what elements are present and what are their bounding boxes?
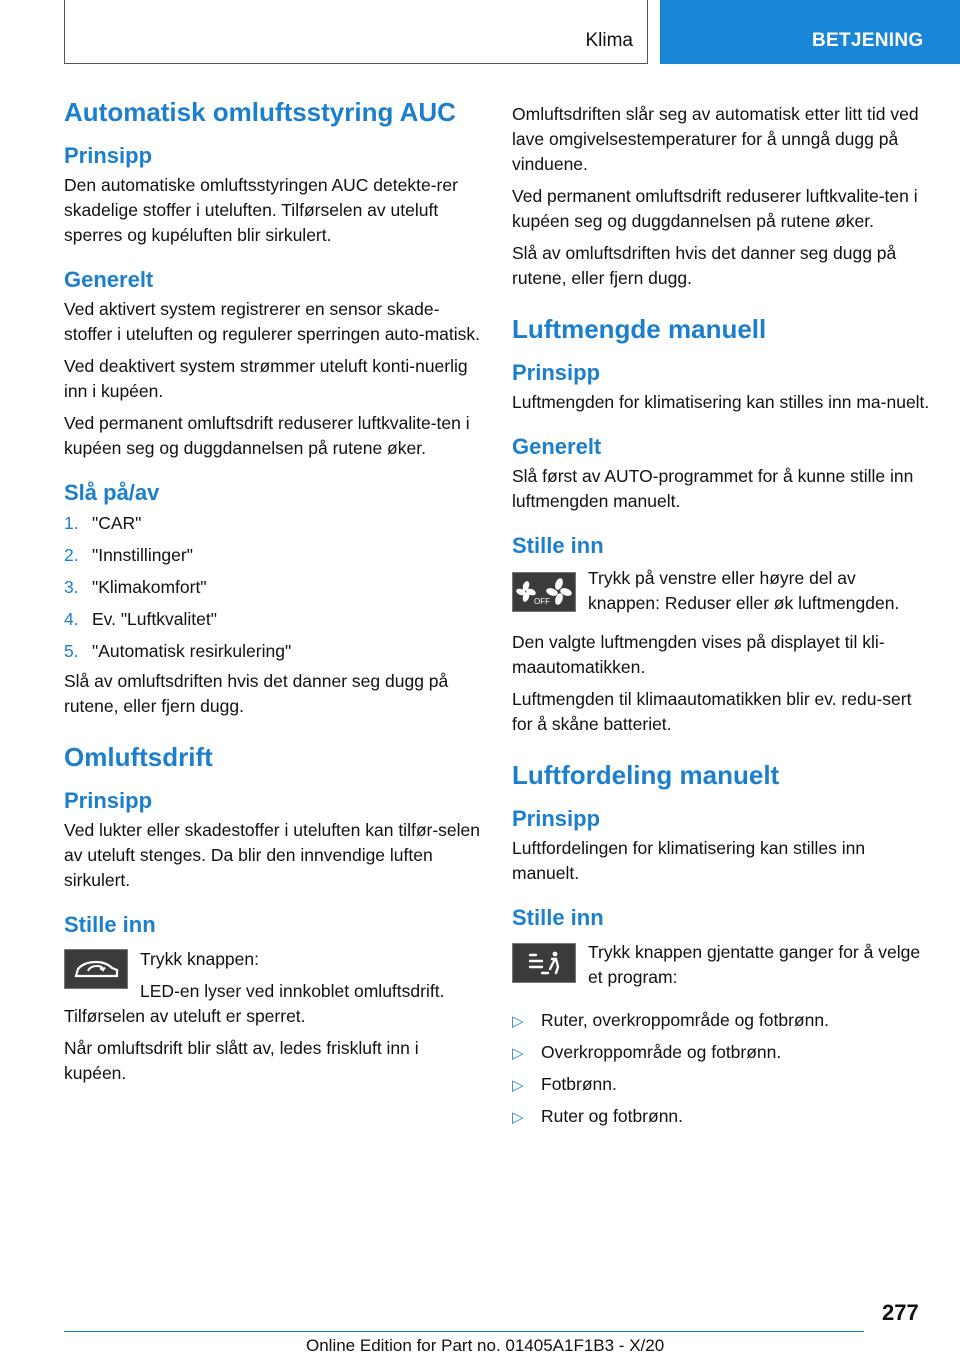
- recirc-button-row: [64, 947, 484, 1004]
- airflow-title: Luftmengde manuell: [512, 314, 767, 344]
- program-text: Fotbrønn.: [541, 1074, 617, 1094]
- distribution-button-row: [512, 940, 932, 990]
- recirc-p2: Når omluftsdrift blir slått av, ledes friskluft inn i kupéen.: [64, 1038, 419, 1083]
- air-distribution-button-icon: [512, 943, 576, 983]
- cont-p2: Ved permanent omluftsdrift reduserer luftkvalite-ten i kupéen seg og duggdannelsen på rutene øker.: [512, 186, 918, 231]
- step-number: 1.: [64, 513, 79, 533]
- step-text: "Automatisk resirkulering": [92, 641, 292, 661]
- step-number: 4.: [64, 609, 79, 629]
- step-text: Ev. "Luftkvalitet": [92, 609, 217, 629]
- recirc-set-heading: Stille inn: [64, 912, 156, 937]
- list-item: [64, 607, 484, 639]
- recirc-principle-heading: Prinsipp: [64, 788, 153, 813]
- step-number: 2.: [64, 545, 79, 565]
- recirc-title: Omluftsdrift: [64, 742, 213, 772]
- page-number: 277: [882, 1300, 919, 1325]
- header-section-title: Klima: [585, 30, 633, 51]
- triangle-bullet-icon: ▷: [512, 1077, 524, 1094]
- list-item: [64, 639, 484, 669]
- airflow-button-row: [512, 566, 932, 616]
- cont-p3: Slå av omluftsdriften hvis det danner seg dugg på rutene, eller fjern dugg.: [512, 243, 897, 288]
- fan-off-label: OFF: [534, 597, 550, 606]
- recirc-p1: Tilførselen av uteluft er sperret.: [64, 1006, 306, 1026]
- cont-p1: Omluftsdriften slår seg av automatisk etter litt tid ved lave omgivelsestemperaturer for å unngå dugg på vinduene.: [512, 104, 919, 174]
- steps-list: [64, 511, 484, 669]
- auc-principle-text: Den automatiske omluftsstyringen AUC detekte-rer skadelige stoffer i uteluften. Tilførselen av uteluft sperres og kupéluften blir sirkulert.: [64, 175, 458, 245]
- footer-edition: Online Edition for Part no. 01405A1F1B3 - X/20: [306, 1336, 665, 1355]
- list-item: [64, 511, 484, 543]
- airflow-p1: Den valgte luftmengden vises på displayet til kli-maautomatikken.: [512, 632, 885, 677]
- header-chapter-title: BETJENING: [812, 30, 924, 51]
- list-item: [512, 1040, 932, 1072]
- program-text: Overkroppområde og fotbrønn.: [541, 1042, 782, 1062]
- distribution-set-heading: Stille inn: [512, 905, 604, 930]
- left-column: [64, 96, 484, 1086]
- recirc-button-instruction: Trykk knappen:: [140, 949, 259, 969]
- triangle-bullet-icon: ▷: [512, 1045, 524, 1062]
- recirc-principle-text: Ved lukter eller skadestoffer i uteluften kan tilfør-selen av uteluft stenges. Da blir den innvendige luften sirkulert.: [64, 820, 481, 890]
- distribution-button-text: Trykk knappen gjentatte ganger for å velge et program:: [588, 942, 921, 987]
- auc-general-p1: Ved aktivert system registrerer en sensor skade-stoffer i uteluften og regulerer sperringen auto-matisk.: [64, 299, 481, 344]
- program-text: Ruter og fotbrønn.: [541, 1106, 684, 1126]
- header-section-box: [64, 0, 648, 64]
- auc-title: Automatisk omluftsstyring AUC: [64, 97, 456, 127]
- airflow-principle-text: Luftmengden for klimatisering kan stilles inn ma-nuelt.: [512, 392, 930, 412]
- auc-principle-heading: Prinsipp: [64, 143, 153, 168]
- list-item: [512, 1008, 932, 1040]
- airflow-general-heading: Generelt: [512, 434, 602, 459]
- programs-list: [512, 1008, 932, 1136]
- footer-divider: [64, 1331, 864, 1332]
- onoff-heading: Slå på/av: [64, 480, 160, 505]
- recirculation-button-icon: [64, 949, 128, 989]
- triangle-bullet-icon: ▷: [512, 1013, 524, 1030]
- airflow-button-text: Trykk på venstre eller høyre del av knappen: Reduser eller øk luftmengden.: [588, 568, 900, 613]
- step-number: 3.: [64, 577, 79, 597]
- fan-button-icon: [512, 572, 576, 612]
- auc-general-heading: Generelt: [64, 267, 154, 292]
- distribution-principle-text: Luftfordelingen for klimatisering kan stilles inn manuelt.: [512, 838, 866, 883]
- airflow-p2: Luftmengden til klimaautomatikken blir ev. redu-sert for å skåne batteriet.: [512, 689, 912, 734]
- header-chapter-box: [660, 0, 960, 64]
- program-text: Ruter, overkroppområde og fotbrønn.: [541, 1010, 829, 1030]
- list-item: [512, 1072, 932, 1104]
- triangle-bullet-icon: ▷: [512, 1109, 524, 1126]
- list-item: [64, 543, 484, 575]
- airflow-principle-heading: Prinsipp: [512, 360, 601, 385]
- airflow-general-text: Slå først av AUTO-programmet for å kunne stille inn luftmengden manuelt.: [512, 466, 914, 511]
- recirc-led-text: LED-en lyser ved innkoblet omluftsdrift.: [140, 981, 445, 1001]
- distribution-title: Luftfordeling manuelt: [512, 760, 780, 790]
- step-number: 5.: [64, 641, 79, 661]
- airflow-set-heading: Stille inn: [512, 533, 604, 558]
- auc-general-p3: Ved permanent omluftsdrift reduserer luftkvalite-ten i kupéen seg og duggdannelsen på rutene øker.: [64, 413, 470, 458]
- step-text: "Innstillinger": [92, 545, 193, 565]
- list-item: [512, 1104, 932, 1136]
- list-item: [64, 575, 484, 607]
- right-column: [512, 96, 932, 1136]
- onoff-note: Slå av omluftsdriften hvis det danner seg dugg på rutene, eller fjern dugg.: [64, 671, 449, 716]
- step-text: "CAR": [92, 513, 142, 533]
- step-text: "Klimakomfort": [92, 577, 207, 597]
- distribution-principle-heading: Prinsipp: [512, 806, 601, 831]
- auc-general-p2: Ved deaktivert system strømmer uteluft konti-nuerlig inn i kupéen.: [64, 356, 468, 401]
